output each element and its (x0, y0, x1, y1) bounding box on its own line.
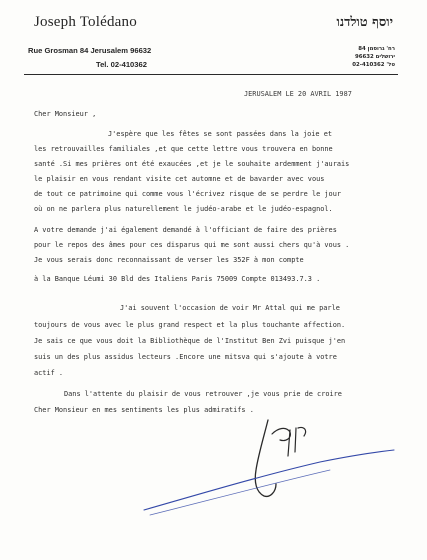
body-line: pour le repos des âmes pour ces disparus qui me sont aussi chers qu'à vous . (34, 241, 350, 249)
body-line: Je sais ce que vous doit la Bibliothèque de l'Institut Ben Zvi puisque j'en (34, 337, 346, 345)
hebrew-address-phone: טל' 02-410362 (352, 62, 395, 68)
letterhead-divider (24, 74, 398, 75)
sender-address: Rue Grosman 84 Jerusalem 96632 (28, 46, 152, 55)
sender-phone: Tel. 02-410362 (96, 60, 147, 69)
body-line: de tout ce patrimoine qui comme vous l'écrivez risque de se perdre le jour (34, 190, 341, 198)
hebrew-address-city: ירושלים 96632 (354, 54, 395, 60)
body-line: J'ai souvent l'occasion de voir Mr Attal qui me parle (120, 304, 340, 312)
body-line: Je vous serais donc reconnaissant de verser les 352F à mon compte (34, 256, 304, 264)
body-line: A votre demande j'ai également demandé à l'officiant de faire des prières (34, 226, 337, 234)
hebrew-sender-name: יוסף טולדנו (336, 15, 393, 30)
body-line: Cher Monsieur en mes sentiments les plus admiratifs . (34, 406, 254, 414)
salutation: Cher Monsieur , (34, 110, 97, 118)
body-line: J'espère que les fêtes se sont passées dans la joie et (108, 130, 333, 138)
sender-name: Joseph Tolédano (34, 14, 137, 30)
body-line: toujours de vous avec le plus grand respect et la plus touchante affection. (34, 321, 346, 329)
body-line: le plaisir en vous rendant visite cet automne et de bavarder avec vous (34, 175, 325, 183)
hebrew-address-street: רח' גרוסמן 84 (358, 46, 395, 52)
body-line: à la Banque Léumi 30 Bld des Italiens Paris 75009 Compte 013493.7.3 . (34, 275, 321, 283)
body-line: Dans l'attente du plaisir de vous retrouver ,je vous prie de croire (64, 390, 342, 398)
body-line: suis un des plus assidus lecteurs .Encore une mitsva qui s'ajoute à votre (34, 353, 337, 361)
body-line: santé .Si mes prières ont été exaucées ,et je le souhaite ardemment j'aurais (34, 160, 350, 168)
body-line: actif . (34, 369, 64, 377)
body-line: les retrouvailles familiales ,et que cette lettre vous trouvera en bonne (34, 145, 333, 153)
body-line: où on ne parlera plus naturellement le judéo-arabe et le judéo-espagnol. (34, 205, 333, 213)
letter-date: JERUSALEM LE 20 AVRIL 1987 (244, 90, 352, 98)
handwritten-signature (140, 412, 400, 518)
